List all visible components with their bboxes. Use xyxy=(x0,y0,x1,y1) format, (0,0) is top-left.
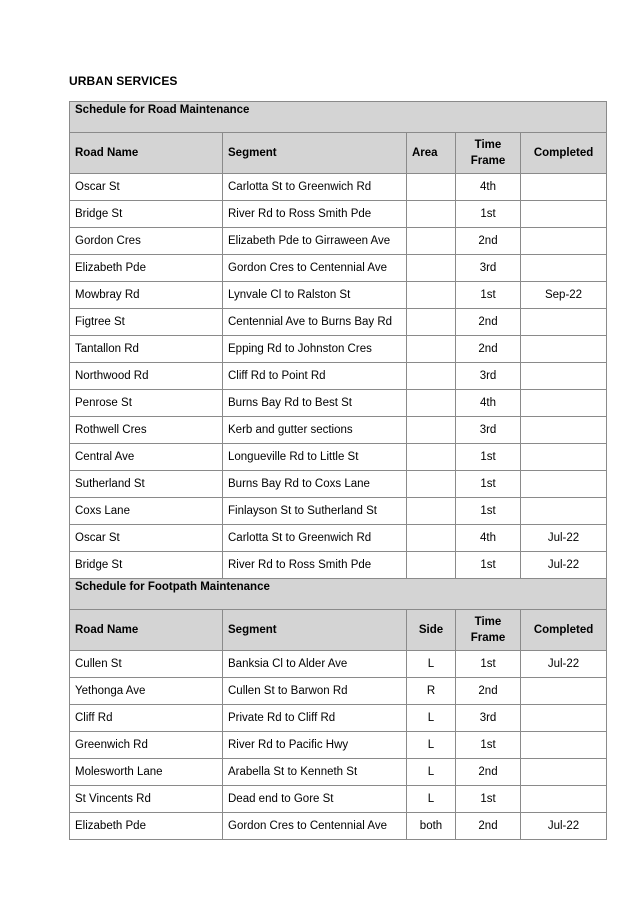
time-frame-cell: 2nd xyxy=(456,309,521,336)
road-table-row xyxy=(70,525,607,552)
time-frame-cell: 1st xyxy=(456,201,521,228)
segment-cell: River Rd to Ross Smith Pde xyxy=(223,201,407,228)
side-cell: L xyxy=(407,759,456,786)
road-name-cell: Greenwich Rd xyxy=(70,732,223,759)
maintenance-schedule-table xyxy=(69,101,607,840)
time-frame-cell: 4th xyxy=(456,174,521,201)
segment-cell: Burns Bay Rd to Coxs Lane xyxy=(223,471,407,498)
area-cell xyxy=(407,309,456,336)
completed-cell xyxy=(521,444,607,471)
road-name-cell: Bridge St xyxy=(70,552,223,579)
road-name-cell: Coxs Lane xyxy=(70,498,223,525)
segment-cell: Cliff Rd to Point Rd xyxy=(223,363,407,390)
area-cell xyxy=(407,444,456,471)
time-frame-cell: 1st xyxy=(456,732,521,759)
time-frame-cell: 1st xyxy=(456,786,521,813)
completed-cell xyxy=(521,705,607,732)
road-name-cell: Cullen St xyxy=(70,651,223,678)
road-name-cell: Figtree St xyxy=(70,309,223,336)
segment-cell: Private Rd to Cliff Rd xyxy=(223,705,407,732)
road-name-cell: St Vincents Rd xyxy=(70,786,223,813)
segment-cell: Finlayson St to Sutherland St xyxy=(223,498,407,525)
segment-cell: Carlotta St to Greenwich Rd xyxy=(223,174,407,201)
completed-cell xyxy=(521,786,607,813)
time-frame-cell: 3rd xyxy=(456,255,521,282)
completed-cell xyxy=(521,228,607,255)
road-name-cell: Sutherland St xyxy=(70,471,223,498)
area-cell xyxy=(407,228,456,255)
area-cell xyxy=(407,471,456,498)
road-table-row xyxy=(70,255,607,282)
completed-cell: Jul-22 xyxy=(521,525,607,552)
footpath-table-row xyxy=(70,759,607,786)
road-name-cell: Oscar St xyxy=(70,525,223,552)
completed-cell: Jul-22 xyxy=(521,813,607,840)
area-cell xyxy=(407,282,456,309)
road-name-cell: Mowbray Rd xyxy=(70,282,223,309)
footpath-section-title: Schedule for Footpath Maintenance xyxy=(70,579,607,610)
time-frame-cell: 1st xyxy=(456,651,521,678)
area-cell xyxy=(407,174,456,201)
road-name-cell: Tantallon Rd xyxy=(70,336,223,363)
side-cell: L xyxy=(407,732,456,759)
road-section-title: Schedule for Road Maintenance xyxy=(70,102,607,133)
road-name-cell: Elizabeth Pde xyxy=(70,255,223,282)
segment-cell: Arabella St to Kenneth St xyxy=(223,759,407,786)
time-frame-cell: 1st xyxy=(456,444,521,471)
road-table-row xyxy=(70,444,607,471)
segment-cell: Longueville Rd to Little St xyxy=(223,444,407,471)
completed-cell xyxy=(521,678,607,705)
area-cell xyxy=(407,525,456,552)
time-frame-cell: 2nd xyxy=(456,336,521,363)
time-frame-cell: 1st xyxy=(456,282,521,309)
completed-cell: Jul-22 xyxy=(521,651,607,678)
area-cell xyxy=(407,552,456,579)
completed-cell xyxy=(521,471,607,498)
road-table-row xyxy=(70,417,607,444)
time-frame-cell: 1st xyxy=(456,498,521,525)
completed-cell xyxy=(521,498,607,525)
area-cell xyxy=(407,363,456,390)
road-header-row xyxy=(70,133,607,174)
header-segment: Segment xyxy=(223,610,407,651)
road-name-cell: Central Ave xyxy=(70,444,223,471)
completed-cell xyxy=(521,255,607,282)
completed-cell xyxy=(521,417,607,444)
completed-cell: Jul-22 xyxy=(521,552,607,579)
segment-cell: Epping Rd to Johnston Cres xyxy=(223,336,407,363)
road-table-row xyxy=(70,201,607,228)
area-cell xyxy=(407,498,456,525)
completed-cell xyxy=(521,363,607,390)
side-cell: L xyxy=(407,786,456,813)
road-name-cell: Elizabeth Pde xyxy=(70,813,223,840)
segment-cell: Burns Bay Rd to Best St xyxy=(223,390,407,417)
area-cell xyxy=(407,390,456,417)
time-frame-cell: 2nd xyxy=(456,759,521,786)
side-cell: L xyxy=(407,651,456,678)
road-section-title-row xyxy=(70,102,607,133)
header-time-frame: Time Frame xyxy=(456,610,521,651)
segment-cell: Centennial Ave to Burns Bay Rd xyxy=(223,309,407,336)
header-segment: Segment xyxy=(223,133,407,174)
road-name-cell: Northwood Rd xyxy=(70,363,223,390)
completed-cell xyxy=(521,759,607,786)
time-frame-cell: 2nd xyxy=(456,813,521,840)
segment-cell: Carlotta St to Greenwich Rd xyxy=(223,525,407,552)
header-road-name: Road Name xyxy=(70,610,223,651)
road-table-row xyxy=(70,228,607,255)
road-table-row xyxy=(70,174,607,201)
side-cell: R xyxy=(407,678,456,705)
segment-cell: Lynvale Cl to Ralston St xyxy=(223,282,407,309)
road-name-cell: Gordon Cres xyxy=(70,228,223,255)
segment-cell: Dead end to Gore St xyxy=(223,786,407,813)
completed-cell xyxy=(521,174,607,201)
time-frame-cell: 3rd xyxy=(456,705,521,732)
time-frame-cell: 1st xyxy=(456,471,521,498)
road-table-row xyxy=(70,390,607,417)
completed-cell xyxy=(521,201,607,228)
road-table-row xyxy=(70,336,607,363)
time-frame-cell: 4th xyxy=(456,525,521,552)
road-table-row xyxy=(70,363,607,390)
header-time-frame: Time Frame xyxy=(456,133,521,174)
road-name-cell: Molesworth Lane xyxy=(70,759,223,786)
road-name-cell: Oscar St xyxy=(70,174,223,201)
footpath-table-row xyxy=(70,705,607,732)
road-table-row xyxy=(70,471,607,498)
time-frame-cell: 1st xyxy=(456,552,521,579)
footpath-table-row xyxy=(70,813,607,840)
segment-cell: Elizabeth Pde to Girraween Ave xyxy=(223,228,407,255)
page-heading: URBAN SERVICES xyxy=(69,74,178,88)
area-cell xyxy=(407,336,456,363)
completed-cell xyxy=(521,336,607,363)
road-table-row xyxy=(70,498,607,525)
footpath-table-row xyxy=(70,651,607,678)
side-cell: both xyxy=(407,813,456,840)
road-name-cell: Yethonga Ave xyxy=(70,678,223,705)
time-frame-cell: 2nd xyxy=(456,678,521,705)
segment-cell: Gordon Cres to Centennial Ave xyxy=(223,813,407,840)
segment-cell: Cullen St to Barwon Rd xyxy=(223,678,407,705)
road-name-cell: Cliff Rd xyxy=(70,705,223,732)
area-cell xyxy=(407,255,456,282)
footpath-table-row xyxy=(70,732,607,759)
segment-cell: River Rd to Ross Smith Pde xyxy=(223,552,407,579)
road-table-row xyxy=(70,282,607,309)
header-completed: Completed xyxy=(521,133,607,174)
area-cell xyxy=(407,417,456,444)
header-road-name: Road Name xyxy=(70,133,223,174)
road-name-cell: Rothwell Cres xyxy=(70,417,223,444)
road-table-row xyxy=(70,552,607,579)
time-frame-cell: 4th xyxy=(456,390,521,417)
segment-cell: River Rd to Pacific Hwy xyxy=(223,732,407,759)
schedule-body xyxy=(70,102,607,840)
segment-cell: Kerb and gutter sections xyxy=(223,417,407,444)
completed-cell xyxy=(521,309,607,336)
area-cell xyxy=(407,201,456,228)
header-completed: Completed xyxy=(521,610,607,651)
footpath-section-title-row xyxy=(70,579,607,610)
time-frame-cell: 3rd xyxy=(456,363,521,390)
completed-cell xyxy=(521,732,607,759)
road-name-cell: Bridge St xyxy=(70,201,223,228)
time-frame-cell: 3rd xyxy=(456,417,521,444)
completed-cell: Sep-22 xyxy=(521,282,607,309)
footpath-header-row xyxy=(70,610,607,651)
segment-cell: Gordon Cres to Centennial Ave xyxy=(223,255,407,282)
side-cell: L xyxy=(407,705,456,732)
header-area: Area xyxy=(407,133,456,174)
footpath-table-row xyxy=(70,678,607,705)
road-table-row xyxy=(70,309,607,336)
road-name-cell: Penrose St xyxy=(70,390,223,417)
time-frame-cell: 2nd xyxy=(456,228,521,255)
segment-cell: Banksia Cl to Alder Ave xyxy=(223,651,407,678)
header-side: Side xyxy=(407,610,456,651)
completed-cell xyxy=(521,390,607,417)
footpath-table-row xyxy=(70,786,607,813)
